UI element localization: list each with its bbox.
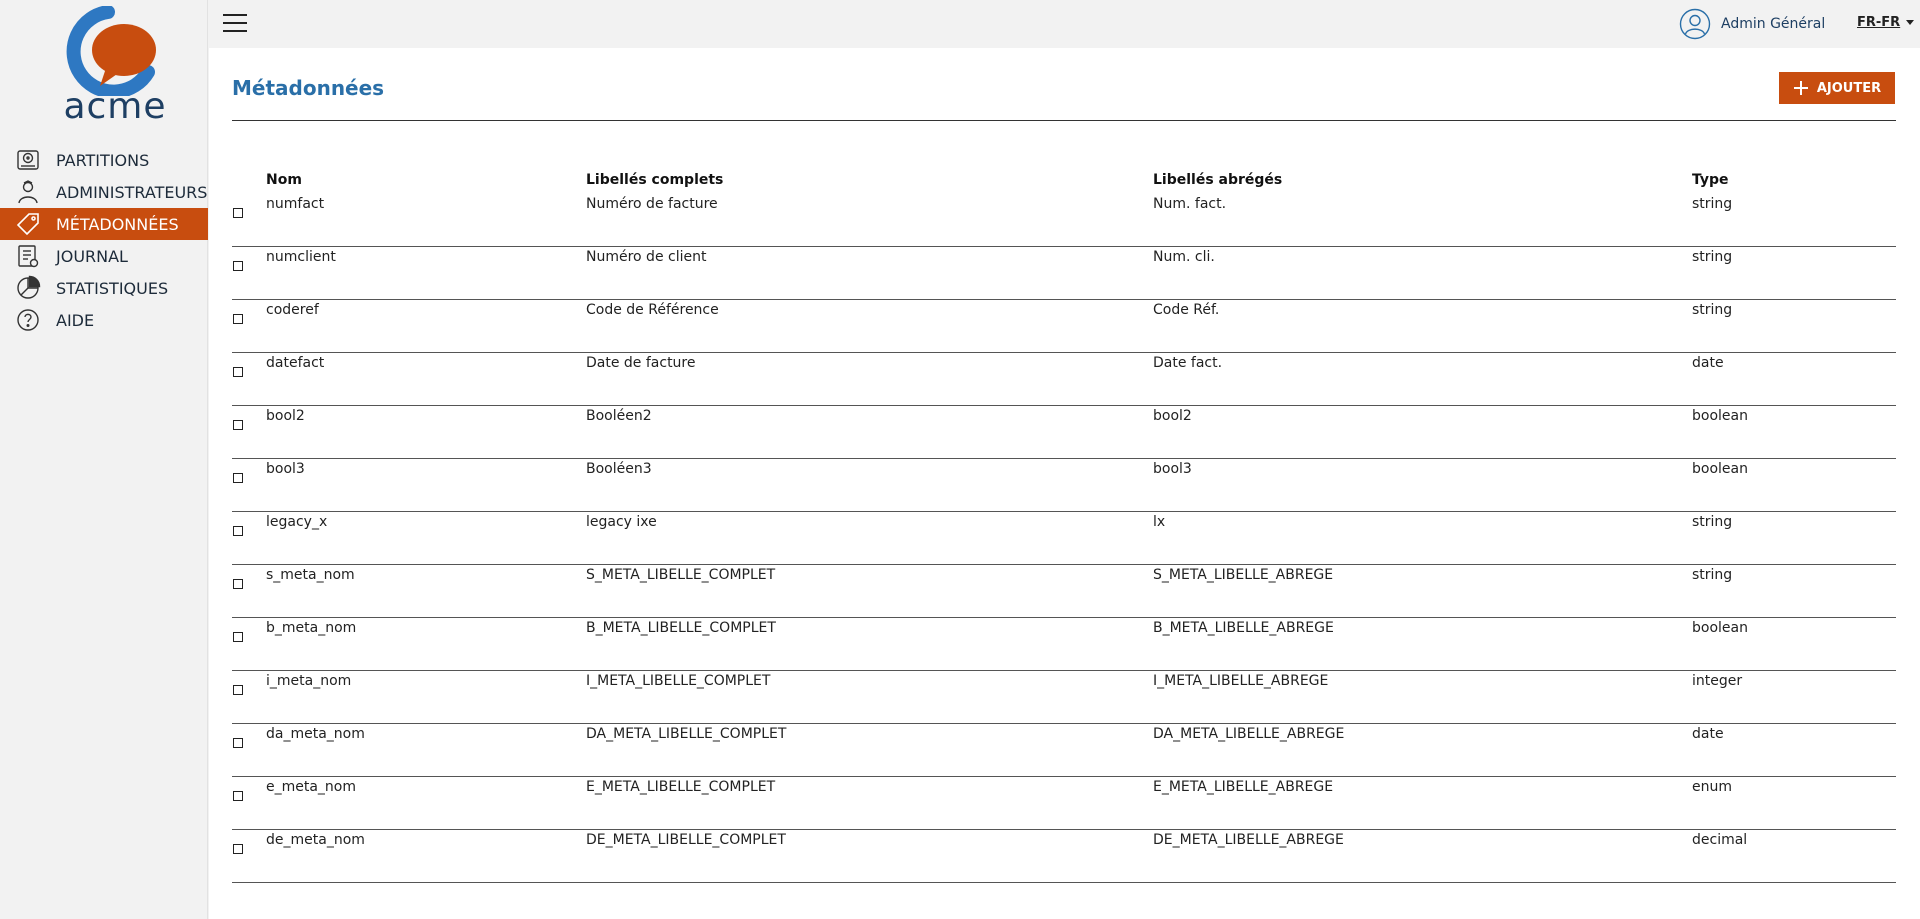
cell-nom: coderef — [266, 302, 319, 318]
row-checkbox[interactable] — [233, 738, 243, 748]
cell-libelle-complet: B_META_LIBELLE_COMPLET — [586, 620, 776, 636]
cell-type: string — [1692, 196, 1733, 212]
acme-logo[interactable] — [50, 6, 180, 126]
sidebar-item-label: STATISTIQUES — [56, 278, 169, 298]
sidebar-item-label: JOURNAL — [56, 246, 128, 266]
pie-chart-icon — [14, 274, 42, 302]
caret-down-icon — [1906, 20, 1914, 25]
table-row[interactable] — [232, 194, 1896, 247]
table-header — [232, 172, 1896, 194]
logo-text: acme — [63, 86, 167, 127]
cell-libelle-complet: Numéro de facture — [586, 196, 718, 212]
cell-type: date — [1692, 726, 1724, 742]
cell-nom: numclient — [266, 249, 336, 265]
cell-libelle-complet: Date de facture — [586, 355, 696, 371]
cell-nom: numfact — [266, 196, 325, 212]
top-bar — [209, 0, 1920, 48]
table-row[interactable] — [232, 565, 1896, 618]
sidebar-item-label: ADMINISTRATEURS — [56, 182, 208, 202]
user-menu[interactable] — [1679, 8, 1825, 40]
cell-libelle-complet: Numéro de client — [586, 249, 707, 265]
row-checkbox[interactable] — [233, 367, 243, 377]
column-header-nom[interactable]: Nom — [266, 172, 302, 188]
sidebar-item-administrateurs[interactable] — [0, 176, 208, 208]
cell-type: boolean — [1692, 620, 1748, 636]
cell-libelle-complet: S_META_LIBELLE_COMPLET — [586, 567, 776, 583]
row-checkbox[interactable] — [233, 632, 243, 642]
cell-nom: legacy_x — [266, 514, 328, 530]
sidebar-item-metadonnees[interactable] — [0, 208, 208, 240]
row-checkbox[interactable] — [233, 526, 243, 536]
main-content — [209, 48, 1920, 919]
metadata-table — [232, 172, 1896, 883]
cell-libelle-abrege: DE_META_LIBELLE_ABREGE — [1153, 832, 1344, 848]
cell-libelle-abrege: Num. cli. — [1153, 249, 1215, 265]
cell-libelle-abrege: Date fact. — [1153, 355, 1223, 371]
table-row[interactable] — [232, 512, 1896, 565]
table-row[interactable] — [232, 406, 1896, 459]
table-row[interactable] — [232, 830, 1896, 883]
cell-type: string — [1692, 249, 1733, 265]
cell-type: boolean — [1692, 408, 1748, 424]
cell-type: string — [1692, 567, 1733, 583]
row-checkbox[interactable] — [233, 420, 243, 430]
cell-libelle-abrege: Code Réf. — [1153, 302, 1220, 318]
sidebar-item-journal[interactable] — [0, 240, 208, 272]
language-label: FR-FR — [1857, 15, 1901, 30]
table-row[interactable] — [232, 671, 1896, 724]
row-checkbox[interactable] — [233, 844, 243, 854]
sidebar-item-label: MÉTADONNÉES — [56, 214, 179, 234]
sidebar — [0, 0, 208, 919]
column-header-libelles-complets[interactable]: Libellés complets — [586, 172, 724, 188]
table-body — [232, 194, 1896, 883]
cell-libelle-abrege: S_META_LIBELLE_ABREGE — [1153, 567, 1334, 583]
sidebar-item-aide[interactable] — [0, 304, 208, 336]
row-checkbox[interactable] — [233, 685, 243, 695]
cell-libelle-abrege: DA_META_LIBELLE_ABREGE — [1153, 726, 1345, 742]
cell-nom: i_meta_nom — [266, 673, 352, 689]
table-row[interactable] — [232, 618, 1896, 671]
cell-libelle-complet: Code de Référence — [586, 302, 719, 318]
cell-libelle-abrege: lx — [1153, 514, 1166, 530]
column-header-type[interactable]: Type — [1692, 172, 1729, 188]
table-row[interactable] — [232, 300, 1896, 353]
cell-nom: bool3 — [266, 461, 305, 477]
row-checkbox[interactable] — [233, 208, 243, 218]
row-checkbox[interactable] — [233, 579, 243, 589]
cell-libelle-complet: E_META_LIBELLE_COMPLET — [586, 779, 776, 795]
tag-icon — [14, 210, 42, 238]
cell-nom: e_meta_nom — [266, 779, 357, 795]
admin-user-icon — [14, 178, 42, 206]
cell-libelle-abrege: B_META_LIBELLE_ABREGE — [1153, 620, 1334, 636]
cell-libelle-abrege: I_META_LIBELLE_ABREGE — [1153, 673, 1329, 689]
cell-libelle-complet: Booléen3 — [586, 461, 652, 477]
cell-libelle-complet: DE_META_LIBELLE_COMPLET — [586, 832, 786, 848]
row-checkbox[interactable] — [233, 791, 243, 801]
cell-type: boolean — [1692, 461, 1748, 477]
cell-type: date — [1692, 355, 1724, 371]
cell-libelle-abrege: bool3 — [1153, 461, 1192, 477]
chat-bubble-logo-icon — [50, 6, 180, 96]
cell-type: string — [1692, 302, 1733, 318]
add-button-label: AJOUTER — [1816, 80, 1882, 96]
row-checkbox[interactable] — [233, 473, 243, 483]
sidebar-item-statistiques[interactable] — [0, 272, 208, 304]
row-checkbox[interactable] — [233, 314, 243, 324]
cell-nom: de_meta_nom — [266, 832, 365, 848]
row-checkbox[interactable] — [233, 261, 243, 271]
cell-type: enum — [1692, 779, 1732, 795]
hard-drive-icon — [14, 146, 42, 174]
sidebar-item-label: AIDE — [56, 310, 95, 330]
journal-icon — [14, 242, 42, 270]
user-name: Admin Général — [1721, 16, 1826, 32]
cell-nom: datefact — [266, 355, 325, 371]
cell-nom: da_meta_nom — [266, 726, 365, 742]
cell-nom: b_meta_nom — [266, 620, 357, 636]
cell-type: integer — [1692, 673, 1743, 689]
table-row[interactable] — [232, 353, 1896, 406]
table-row[interactable] — [232, 724, 1896, 777]
cell-libelle-abrege: bool2 — [1153, 408, 1192, 424]
cell-libelle-complet: DA_META_LIBELLE_COMPLET — [586, 726, 787, 742]
user-avatar-icon — [1679, 8, 1711, 40]
cell-nom: s_meta_nom — [266, 567, 355, 583]
plus-icon — [1793, 80, 1809, 96]
page-title: Métadonnées — [232, 76, 385, 100]
title-divider — [232, 120, 1896, 121]
cell-type: decimal — [1692, 832, 1748, 848]
sidebar-item-partitions[interactable] — [0, 144, 208, 176]
cell-libelle-abrege: E_META_LIBELLE_ABREGE — [1153, 779, 1334, 795]
cell-libelle-complet: Booléen2 — [586, 408, 652, 424]
language-selector[interactable] — [1857, 15, 1914, 30]
cell-libelle-complet: I_META_LIBELLE_COMPLET — [586, 673, 771, 689]
cell-type: string — [1692, 514, 1733, 530]
sidebar-nav — [0, 144, 208, 336]
table-row[interactable] — [232, 459, 1896, 512]
table-row[interactable] — [232, 247, 1896, 300]
column-header-libelles-abreges[interactable]: Libellés abrégés — [1153, 172, 1283, 188]
cell-libelle-complet: legacy ixe — [586, 514, 657, 530]
help-icon — [14, 306, 42, 334]
cell-libelle-abrege: Num. fact. — [1153, 196, 1227, 212]
cell-nom: bool2 — [266, 408, 305, 424]
hamburger-menu-icon[interactable] — [223, 14, 247, 34]
table-row[interactable] — [232, 777, 1896, 830]
sidebar-item-label: PARTITIONS — [56, 150, 150, 170]
add-button[interactable] — [1779, 72, 1895, 104]
